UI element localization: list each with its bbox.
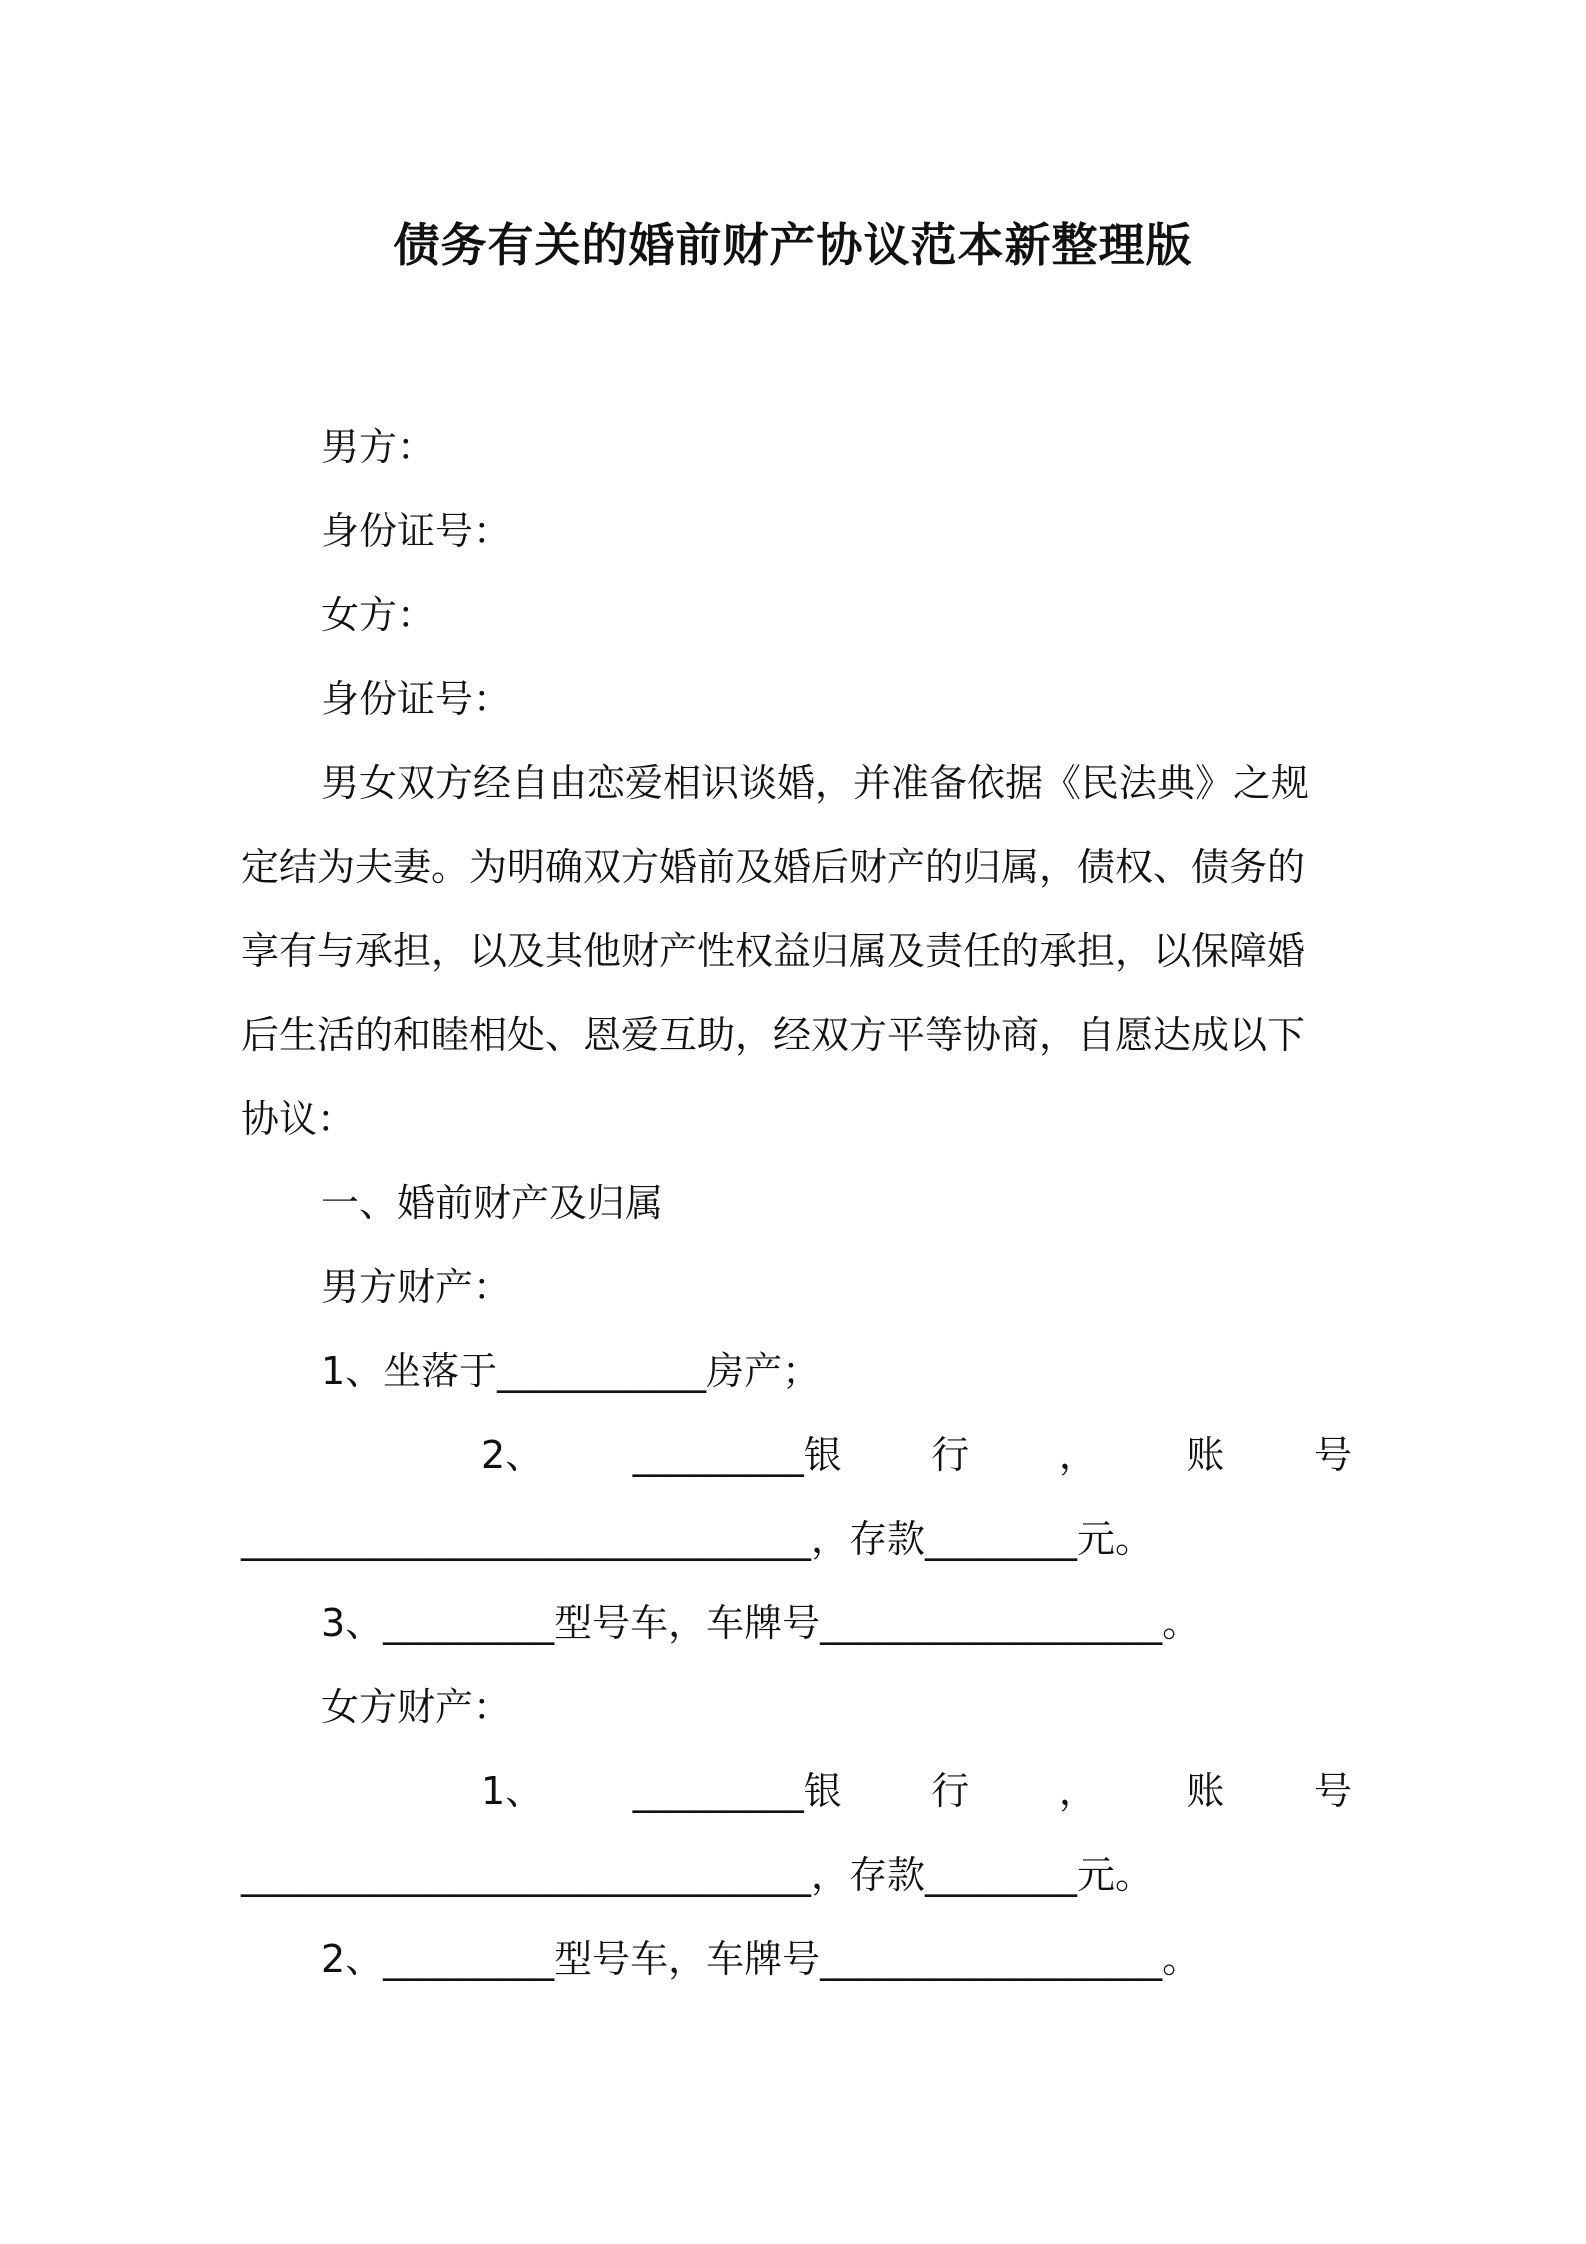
female-assets-label: 女方财产： bbox=[321, 1685, 512, 1729]
female-party-label: 女方： bbox=[321, 593, 436, 637]
number-char: 号 bbox=[1313, 1769, 1352, 1813]
male-id-number-label: 身份证号： bbox=[321, 509, 512, 553]
account-char: 账 bbox=[1186, 1769, 1225, 1813]
intro-line: 协议： bbox=[241, 1097, 356, 1141]
document-body bbox=[241, 405, 1352, 2001]
male-asset-item-2 bbox=[241, 1413, 1352, 1497]
bank-blank: _________银 bbox=[632, 1769, 842, 1813]
male-assets-label: 男方财产： bbox=[321, 1265, 512, 1309]
male-asset-item-1: 1、坐落于___________房产； bbox=[321, 1349, 821, 1393]
section-1-heading: 一、婚前财产及归属 bbox=[321, 1181, 664, 1225]
intro-paragraph bbox=[241, 741, 1352, 1161]
account-char: 账 bbox=[1186, 1433, 1225, 1477]
bank-char: 行 bbox=[931, 1769, 970, 1813]
item-number: 2、 bbox=[481, 1433, 544, 1477]
female-asset-item-1 bbox=[241, 1749, 1352, 1833]
intro-line: 享有与承担，以及其他财产性权益归属及责任的承担，以保障婚 bbox=[241, 929, 1306, 973]
bank-char: 行 bbox=[931, 1433, 970, 1477]
number-char: 号 bbox=[1313, 1433, 1352, 1477]
bank-blank: _________银 bbox=[632, 1433, 842, 1477]
intro-line: 定结为夫妻。为明确双方婚前及婚后财产的归属，债权、债务的 bbox=[241, 845, 1306, 889]
female-asset-item-2: 2、_________型号车，车牌号__________________。 bbox=[321, 1937, 1201, 1981]
comma: ， bbox=[1058, 1433, 1097, 1477]
intro-line: 男女双方经自由恋爱相识谈婚，并准备依据《民法典》之规 bbox=[321, 761, 1310, 805]
male-asset-item-3: 3、_________型号车，车牌号__________________。 bbox=[321, 1601, 1201, 1645]
male-asset-item-2-continued: ______________________________，存款________元。 bbox=[241, 1517, 1154, 1561]
female-asset-item-1-continued: ______________________________，存款________元。 bbox=[241, 1853, 1154, 1897]
intro-line: 后生活的和睦相处、恩爱互助，经双方平等协商，自愿达成以下 bbox=[241, 1013, 1306, 1057]
male-party-label: 男方： bbox=[321, 425, 436, 469]
document-title: 债务有关的婚前财产协议范本新整理版 bbox=[393, 218, 1193, 272]
comma: ， bbox=[1058, 1769, 1097, 1813]
item-number: 1、 bbox=[481, 1769, 544, 1813]
female-id-number-label: 身份证号： bbox=[321, 677, 512, 721]
